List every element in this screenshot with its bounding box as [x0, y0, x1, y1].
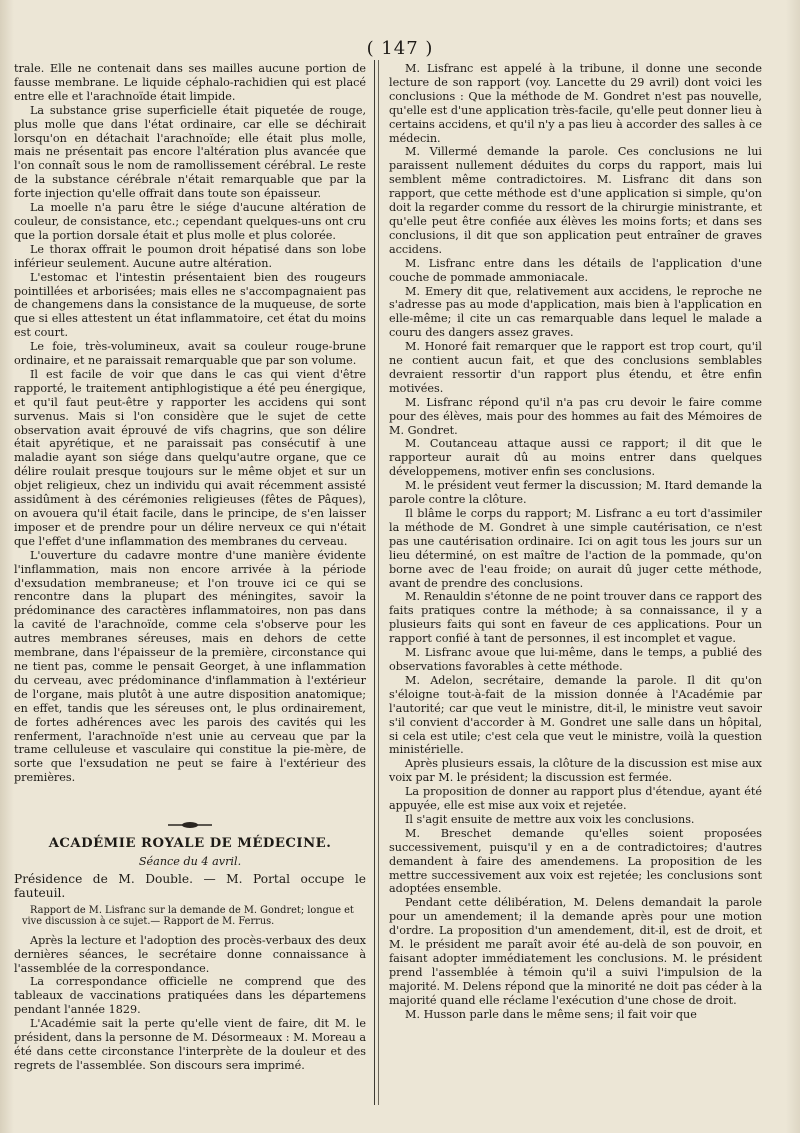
paragraph: M. le président veut fermer la discussion; M. Itard demande la parole contre la clôture.: [389, 479, 762, 507]
paragraph: L'estomac et l'intestin présentaient bien des rougeurs pointillées et arborisées; mais elles ne s'accompagnaient pas de changemens dans la consistance de la muqueuse, de sorte que si elles attestent un état inflammatoire, cet état du moins est court.: [14, 270, 366, 340]
paragraph: M. Lisfranc est appelé à la tribune, il donne une seconde lecture de son rapport (voy. Lancette du 29 avril) dont voici les conclusions : Que la méthode de M. Gondret n'est pas nouvelle, qu'elle est d'une application très-facile, qu'elle peut donner lieu à certains accidens, et qu'il n'y a pas lieu à accorder des salles à ce médecin.: [389, 62, 762, 145]
left-column: [14, 62, 366, 1073]
paragraph: M. Coutanceau attaque aussi ce rapport; il dit que le rapporteur aurait dû au moins entrer dans quelques développemens, motiver enfin ses conclusions.: [389, 437, 762, 479]
paragraph: Pendant cette délibération, M. Delens demandait la parole pour un amendement; il la demande après pour une motion d'ordre. La proposition d'un amendement, dit-il, est de droit, et M. le président me paraît avoir été au-delà de son pouvoir, en faisant adopter immédiatement les conclusions. M. le président prend l'assemblée à témoin qu'il a suivi l'impulsion de la majorité. M. Delens répond que la minorité ne doit pas céder à la majorité quand elle réclame l'exécution d'une chose de droit.: [389, 896, 762, 1007]
paragraph: M. Lisfranc entre dans les détails de l'application d'une couche de pommade ammoniacale.: [389, 256, 762, 284]
paragraph: La proposition de donner au rapport plus d'étendue, ayant été appuyée, elle est mise aux voix et rejetée.: [389, 785, 762, 813]
paragraph: M. Breschet demande qu'elles soient proposées successivement, puisqu'il y en a de contradictoires; d'autres demandent à faire des amendemens. La proposition de les mettre successivement aux voix est rejetée; les conclusions sont adoptées ensemble.: [389, 826, 762, 896]
paragraph: Après plusieurs essais, la clôture de la discussion est mise aux voix par M. le président; la discussion est fermée.: [389, 757, 762, 785]
section-title: ACADÉMIE ROYALE DE MÉDECINE.: [48, 836, 332, 852]
paragraph: M. Husson parle dans le même sens; il fait voir que: [405, 1007, 697, 1021]
paragraph: M. Adelon, secrétaire, demande la parole. Il dit qu'on s'éloigne tout-à-fait de la mission donnée à l'Académie par l'autorité; car que veut le ministre, dit-il, le ministre veut savoir s'il convient d'accorder à M. Gondret une salle dans un hôpital, si cela est utile; c'est cela que veut le ministre, voilà la question ministérielle.: [389, 673, 762, 757]
paragraph: La correspondance officielle ne comprend que des tableaux de vaccinations pratiquées dans les départemens pendant l'année 1829.: [14, 975, 366, 1017]
paragraph: Il blâme le corps du rapport; M. Lisfranc a eu tort d'assimiler la méthode de M. Gondret à une simple cautérisation, ce n'est pas une cautérisation ordinaire. Ici on agit tous les jours sur un lieu déterminé, on est maître de l'action de la pommade, qu'on borne avec de l'eau froide; on aurait dû juger cette méthode, avant de prendre des conclusions.: [389, 507, 762, 590]
paragraph: M. Lisfranc répond qu'il n'a pas cru devoir le faire comme pour des élèves, mais pour des hommes au fait des Mémoires de M. Gondret.: [389, 395, 762, 437]
presidence-line: Présidence de M. Double. — M. Portal occupe le fauteuil.: [14, 871, 366, 900]
right-column: [389, 62, 762, 1022]
paragraph: trale. Elle ne contenait dans ses mailles aucune portion de fausse membrane. Le liquide céphalo-rachidien qui est placé entre elle et l'arachnoïde était limpide.: [14, 62, 366, 103]
ornament-icon: [166, 821, 214, 829]
column-rule: [374, 60, 375, 1105]
column-rule-inner: [378, 60, 379, 1105]
session-date: Séance du 4 avril.: [138, 855, 242, 869]
paragraph: La moelle n'a paru être le siége d'aucune altération de couleur, de consistance, etc.; cependant quelques-uns ont cru que la portion dorsale était et plus molle et plus colorée.: [14, 201, 366, 242]
paragraph: M. Villermé demande la parole. Ces conclusions ne lui paraissent nullement déduites du corps du rapport, mais lui semblent même contradictoires. M. Lisfranc dit dans son rapport, que cette méthode est d'une application si simple, qu'on doit la regarder comme du ressort de la chirurgie ministrante, et qu'elle peut être confiée aux élèves les moins forts; et dans ses conclusions, il dit que son application peut entraîner de graves accidens.: [389, 145, 762, 256]
paragraph: L'ouverture du cadavre montre d'une manière évidente l'inflammation, mais non encore arrivée à la période d'exsudation membraneuse; et l'on trouve ici ce qui se rencontre dans la plupart des méningites, savoir la prédominance des caractères inflammatoires, non pas dans la cavité de l'arachnoïde, comme cela s'observe pour les autres membranes séreuses, mais en dehors de cette membrane, dans l'épaisseur de la première, circonstance qui ne tient pas, comme le pensait Georget, à une inflammation du cerveau, avec prédominance d'inflammation à l'extérieur de l'organe, mais plutôt à une autre disposition anatomique; en effet, tandis que les séreuses ont, le plus ordinairement, de fortes adhérences avec les parois des cavités qui les renferment, l'arachnoïde n'est unie au cerveau que par la trame celluleuse et vasculaire qui constitue la pie-mère, de sorte que l'exsudation ne peut se faire à l'extérieur des premières.: [14, 548, 366, 785]
paragraph: M. Lisfranc avoue que lui-même, dans le temps, a publié des observations favorables à cette méthode.: [389, 646, 762, 673]
section-ornament: [14, 819, 366, 829]
paragraph: Après la lecture et l'adoption des procès-verbaux des deux dernières séances, le secrétaire donne connaissance à l'assemblée de la correspondance.: [14, 933, 366, 975]
rapport-summary: Rapport de M. Lisfranc sur la demande de M. Gondret; longue et vive discussion à ce sujet.— Rapport de M. Ferrus.: [22, 904, 354, 928]
paragraph: M. Renauldin s'étonne de ne point trouver dans ce rapport des faits pratiques contre la méthode; à sa connaissance, il y a plusieurs faits qui sont en faveur de ces applications. Pour un rapport confié à tant de personnes, il est incomplet et vague.: [389, 590, 762, 646]
paragraph: Il est facile de voir que dans le cas qui vient d'être rapporté, le traitement antiphlogistique a été peu énergique, et qu'il faut peut-être y rapporter les accidens qui sont survenus. Mais si l'on considère que le sujet de cette observation avait éprouvé de vifs chagrins, que son délire était apyrétique, et ne paraissait pas consécutif à une maladie ayant son siége dans quelqu'autre organe, que ce délire roulait presque toujours sur le même objet et sur un objet religieux, chez un individu qui avait récemment assisté assidûment à des cérémonies religieuses (fêtes de Pâques), on avouera qu'il était facile, dans le principe, de s'en laisser imposer et de prendre pour un délire nerveux ce qui n'était que l'effet d'une inflammation des membranes du cerveau.: [14, 367, 366, 548]
paragraph: L'Académie sait la perte qu'elle vient de faire, dit M. le président, dans la personne de M. Désormeaux : M. Moreau a été dans cette circonstance l'interprète de la douleur et des regrets de l'assemblée. Son discours sera imprimé.: [14, 1017, 366, 1072]
page-number: ( 147 ): [366, 38, 434, 59]
paragraph: Le thorax offrait le poumon droit hépatisé dans son lobe inférieur seulement. Aucune autre altération.: [14, 242, 366, 270]
paragraph: M. Emery dit que, relativement aux accidens, le reproche ne s'adresse pas au mode d'application, mais bien à l'application en elle-même; il cite un cas remarquable dans lequel le malade a couru des dangers assez graves.: [389, 284, 762, 340]
paragraph: Il s'agit ensuite de mettre aux voix les conclusions.: [405, 812, 695, 826]
paragraph: Le foie, très-volumineux, avait sa couleur rouge-brune ordinaire, et ne paraissait remarquable que par son volume.: [14, 340, 366, 368]
paragraph: M. Honoré fait remarquer que le rapport est trop court, qu'il ne contient aucun fait, et que des conclusions semblables devraient ressortir d'un rapport plus étendu, et être enfin motivées.: [389, 340, 762, 395]
paragraph: La substance grise superficielle était piquetée de rouge, plus molle que dans l'état ordinaire, car elle se déchirait lorsqu'on en détachait l'arachnoïde; elle était plus molle, mais ne présentait pas encore l'altération plus avancée que l'on connaît sous le nom de ramollissement cérébral. Le reste de la substance cérébrale n'était remarquable que par la forte injection qu'elle offrait dans toute son épaisseur.: [14, 103, 366, 201]
